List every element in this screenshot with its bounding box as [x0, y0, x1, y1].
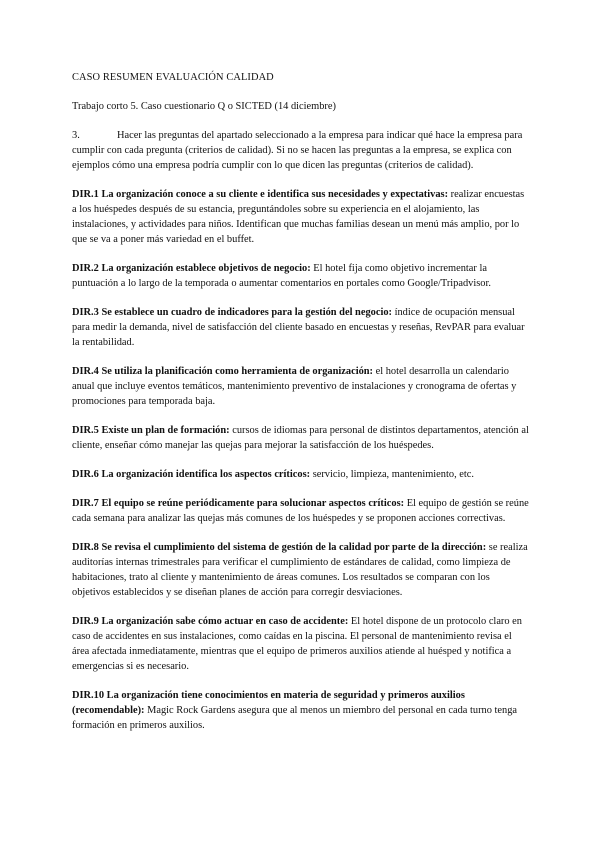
- dir-item-9: [72, 614, 530, 674]
- document-subtitle: Trabajo corto 5. Caso cuestionario Q o SICTED (14 diciembre): [72, 101, 336, 112]
- dir-text: realizar encuestas a los huéspedes después de su estancia, preguntándoles sobre su experiencia en el alojamiento, las instalaciones, y actividades para niños. Identifican que muchas familias desean un menú más amplio, por lo que se va a poner más variedad en el buffet.: [72, 189, 525, 245]
- dir-text: El hotel fija como objetivo incrementar la puntuación a lo largo de la temporada o aumentar comentarios en portales como Google/Tripadvisor.: [72, 263, 491, 289]
- dir-item-5: [72, 423, 530, 453]
- dir-text: se realiza auditorías internas trimestrales para verificar el cumplimiento de estándares de calidad, como limpieza de habitaciones, trato al cliente y mantenimiento de áreas comunes. Los resultados se comparan con los objetivos establecidos y se diseñan planes de acción para corregir desviaciones.: [72, 542, 528, 598]
- dir-item-1: [72, 187, 530, 247]
- dir-text: servicio, limpieza, mantenimiento, etc.: [310, 469, 474, 480]
- dir-item-6: [72, 467, 530, 482]
- dir-label: DIR.4 Se utiliza la planificación como herramienta de organización:: [72, 366, 374, 377]
- dir-item-2: [72, 261, 530, 291]
- dir-item-4: [72, 364, 530, 409]
- intro-paragraph: [72, 128, 530, 173]
- dir-label: DIR.2 La organización establece objetivos de negocio:: [72, 263, 311, 274]
- dir-label: DIR.9 La organización sabe cómo actuar en caso de accidente:: [72, 616, 349, 627]
- dir-item-8: [72, 540, 530, 600]
- dir-label: DIR.6 La organización identifica los aspectos críticos:: [72, 469, 311, 480]
- dir-label: DIR.7 El equipo se reúne periódicamente para solucionar aspectos críticos:: [72, 498, 405, 509]
- dir-label: DIR.5 Existe un plan de formación:: [72, 425, 230, 436]
- dir-text: Magic Rock Gardens asegura que al menos un miembro del personal en cada turno tenga formación en primeros auxilios.: [72, 705, 518, 731]
- dir-item-7: [72, 496, 530, 526]
- dir-label: DIR.1 La organización conoce a su cliente e identifica sus necesidades y expectativas:: [72, 189, 449, 200]
- dir-text: El equipo de gestión se reúne cada semana para analizar las quejas más comunes de los huéspedes y se proponen acciones correctivas.: [72, 498, 529, 524]
- dir-label: DIR.8 Se revisa el cumplimiento del sistema de gestión de la calidad por parte de la dirección:: [72, 542, 487, 553]
- document-body: [72, 70, 530, 747]
- intro-number: 3.: [72, 130, 80, 141]
- dir-text: cursos de idiomas para personal de distintos departamentos, atención al cliente, enseñar cómo manejar las quejas para mejorar la satisfacción de los huéspedes.: [72, 425, 529, 451]
- dir-text: el hotel desarrolla un calendario anual que incluye eventos temáticos, mantenimiento preventivo de instalaciones y cronograma de ofertas y promociones para temporada baja.: [72, 366, 517, 407]
- document-title: CASO RESUMEN EVALUACIÓN CALIDAD: [72, 72, 274, 83]
- dir-label: DIR.3 Se establece un cuadro de indicadores para la gestión del negocio:: [72, 307, 392, 318]
- intro-text: Hacer las preguntas del apartado seleccionado a la empresa para indicar qué hace la empresa para cumplir con cada pregunta (criterios de calidad). Si no se hacen las preguntas a la empresa, se explica con ejemplos cómo una empresa podría cumplir con lo que dicen las preguntas (criterios de calidad).: [72, 130, 523, 171]
- dir-text: índice de ocupación mensual para medir la demanda, nivel de satisfacción del cliente basado en encuestas y reseñas, RevPAR para evaluar la rentabilidad.: [72, 307, 525, 348]
- dir-text: El hotel dispone de un protocolo claro en caso de accidentes en sus instalaciones, como caídas en la piscina. El personal de mantenimiento revisa el área afectada inmediatamente, mientras que el equipo de primeros auxilios atiende al huésped y notifica a emergencias si es necesario.: [72, 616, 522, 672]
- dir-label: DIR.10 La organización tiene conocimientos en materia de seguridad y primeros auxilios (recomendable):: [72, 690, 465, 716]
- dir-item-3: [72, 305, 530, 350]
- dir-item-10: [72, 688, 530, 733]
